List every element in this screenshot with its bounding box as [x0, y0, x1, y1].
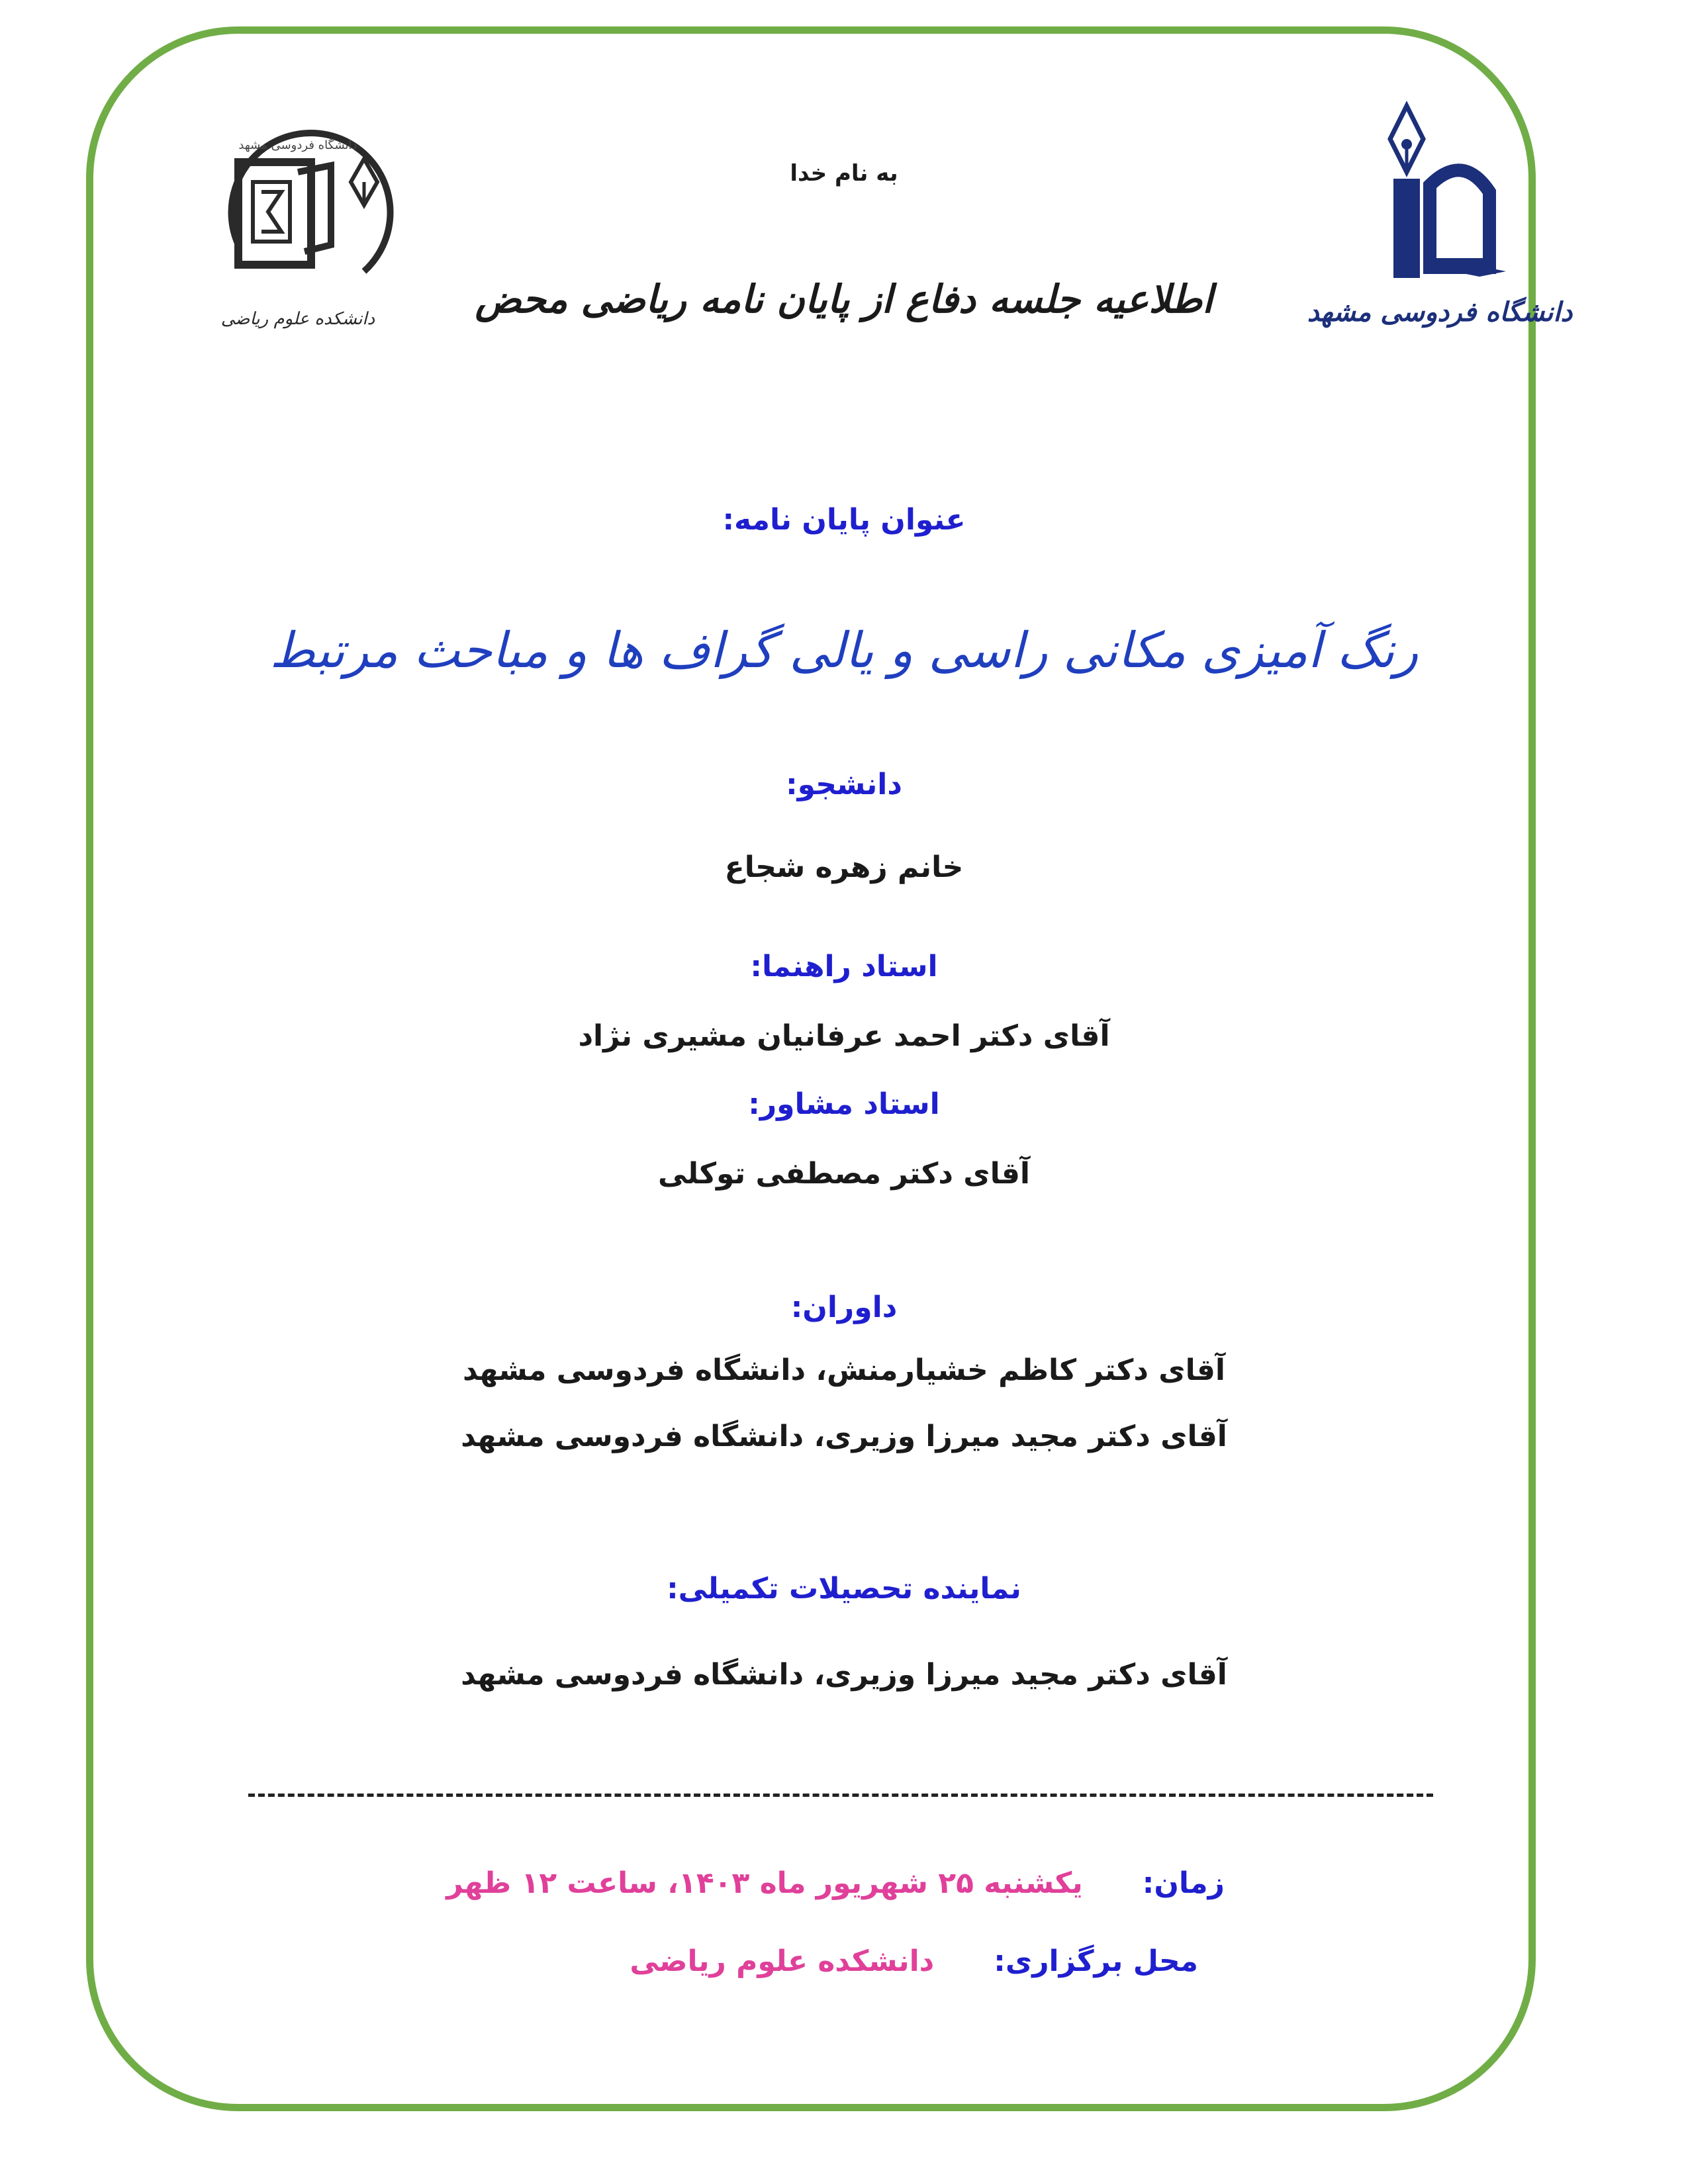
time-row: [446, 1866, 1225, 1900]
supervisor-label: استاد راهنما:: [750, 950, 938, 983]
advisor-name: آقای دکتر مصطفی توکلی: [657, 1157, 1030, 1191]
graduate-rep-name: آقای دکتر مجید میرزا وزیری، دانشگاه فردوسی مشهد: [461, 1658, 1227, 1692]
faculty-logo-arc-text: دانشگاه فردوسی مشهد: [238, 138, 357, 152]
thesis-title: رنگ آمیزی مکانی راسی و یالی گراف ها و مباحث مرتبط: [269, 622, 1419, 679]
venue-value: دانشکده علوم ریاضی: [630, 1944, 935, 1978]
venue-row: [630, 1944, 1198, 1978]
notice-title: اطلاعیه جلسه دفاع از پایان نامه ریاضی محض: [475, 277, 1213, 322]
faculty-logo-caption: دانشکده علوم ریاضی: [220, 309, 375, 329]
university-logo-caption: دانشگاه فردوسی مشهد: [1307, 296, 1573, 328]
advisor-label: استاد مشاور:: [748, 1087, 940, 1121]
venue-label: محل برگزاری:: [994, 1944, 1198, 1978]
student-label: دانشجو:: [786, 768, 902, 801]
section-divider: [248, 1794, 1433, 1797]
referee-name-2: آقای دکتر مجید میرزا وزیری، دانشگاه فردوسی مشهد: [461, 1420, 1227, 1453]
time-label: زمان:: [1142, 1866, 1225, 1900]
thesis-title-label: عنوان پایان نامه:: [722, 503, 966, 537]
student-name: خانم زهره شجاع: [724, 850, 964, 884]
bismillah-text: به نام خدا: [790, 160, 898, 187]
graduate-rep-label: نماینده تحصیلات تکمیلی:: [667, 1572, 1021, 1606]
time-value: یکشنبه ۲۵ شهریور ماه ۱۴۰۳، ساعت ۱۲ ظهر: [446, 1866, 1083, 1900]
supervisor-name: آقای دکتر احمد عرفانیان مشیری نژاد: [578, 1019, 1110, 1053]
referees-label: داوران:: [790, 1291, 898, 1324]
referee-name-1: آقای دکتر کاظم خشیارمنش، دانشگاه فردوسی مشهد: [462, 1353, 1226, 1387]
